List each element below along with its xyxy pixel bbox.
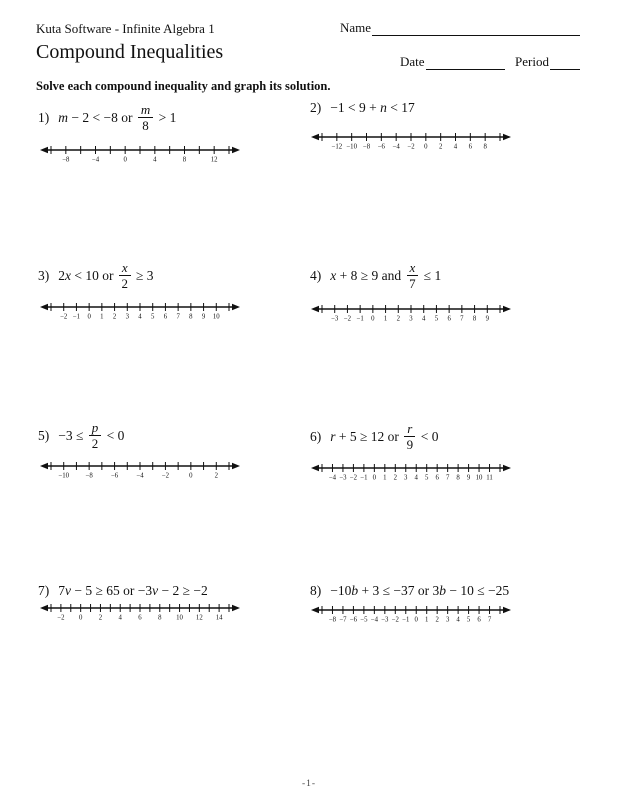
tick-label: 1 xyxy=(383,474,387,480)
fraction xyxy=(89,421,102,450)
variable: v xyxy=(65,583,71,598)
tick-label: 1 xyxy=(383,315,388,321)
fraction-denominator: 9 xyxy=(406,436,414,452)
tick-label: 7 xyxy=(487,616,492,622)
tick-label: −3 xyxy=(339,474,347,480)
equation-row xyxy=(38,261,154,290)
problem-number: 1) xyxy=(38,109,50,125)
tick-label: 10 xyxy=(176,614,183,620)
tick-label: 3 xyxy=(409,315,413,321)
tick-label: 7 xyxy=(176,313,180,319)
tick-label: 8 xyxy=(456,474,460,480)
tick-label: 9 xyxy=(485,315,489,321)
tick-label: −1 xyxy=(360,474,368,480)
equation-text: + 8 ≥ 9 and xyxy=(336,267,405,283)
variable: b xyxy=(351,583,359,598)
tick-label: 0 xyxy=(87,313,91,319)
tick-label: 10 xyxy=(475,474,483,480)
tick-label: 14 xyxy=(215,614,223,620)
equation-text: −1 < 9 + xyxy=(330,100,381,115)
tick-label: −1 xyxy=(72,313,81,319)
fraction-numerator: p xyxy=(89,421,102,436)
name-label: Name xyxy=(340,20,372,35)
equation-row xyxy=(310,100,415,116)
problem-8 xyxy=(310,583,510,622)
equation-text: − 5 ≥ 65 or −3 xyxy=(71,583,153,598)
problem-number: 8) xyxy=(310,583,322,598)
equation xyxy=(58,261,153,290)
tick-label: 2 xyxy=(112,313,117,319)
problem-5 xyxy=(38,420,218,478)
problem-2 xyxy=(310,100,487,149)
tick-label: 8 xyxy=(182,156,187,162)
tick-label: 4 xyxy=(138,313,142,319)
equation-row xyxy=(310,261,441,290)
fraction-numerator: x xyxy=(407,261,419,276)
tick-label: 12 xyxy=(210,156,218,162)
tick-label: −3 xyxy=(331,315,339,321)
tick-label: 5 xyxy=(466,616,471,622)
tick-label: 6 xyxy=(163,313,168,319)
tick-label: 1 xyxy=(100,313,104,319)
equation-row xyxy=(310,422,438,451)
problem-number: 6) xyxy=(310,428,322,444)
tick-label: −4 xyxy=(370,616,378,622)
tick-label: 2 xyxy=(438,143,443,149)
tick-label: 3 xyxy=(404,474,408,480)
equation-row xyxy=(38,103,176,132)
tick-label: 6 xyxy=(447,315,451,321)
tick-label: 8 xyxy=(158,614,162,620)
equation-text: − 2 ≥ −2 xyxy=(158,583,208,598)
tick-label: −6 xyxy=(110,472,119,478)
fraction xyxy=(119,261,131,290)
equation-text: < 0 xyxy=(417,428,439,444)
tick-label: 2 xyxy=(393,474,397,480)
name-field xyxy=(340,20,580,36)
tick-label: −5 xyxy=(360,616,368,622)
tick-label: 4 xyxy=(414,474,418,480)
date-label: Date xyxy=(400,54,425,69)
tick-label: 5 xyxy=(425,474,429,480)
tick-label: 3 xyxy=(445,616,450,622)
tick-label: −8 xyxy=(62,156,70,162)
tick-label: −8 xyxy=(85,472,93,478)
page-title: Compound Inequalities xyxy=(36,41,224,63)
tick-label: −10 xyxy=(346,143,357,149)
tick-label: 5 xyxy=(434,315,439,321)
fraction xyxy=(404,422,415,451)
equation-text: − 10 ≤ −25 xyxy=(446,583,510,598)
tick-label: −8 xyxy=(328,616,337,622)
equation-text: + 5 ≥ 12 or xyxy=(335,428,403,444)
tick-label: −2 xyxy=(60,313,68,319)
tick-label: −10 xyxy=(58,472,70,478)
tick-label: 2 xyxy=(396,315,400,321)
number-line xyxy=(40,136,240,162)
problem-number: 7) xyxy=(38,583,50,598)
tick-label: 12 xyxy=(195,614,203,620)
tick-label: −2 xyxy=(407,143,415,149)
variable: m xyxy=(58,109,68,125)
variable: n xyxy=(380,100,387,115)
number-line xyxy=(311,596,511,622)
tick-label: 2 xyxy=(98,614,103,620)
equation-text: + 3 ≤ −37 or 3 xyxy=(358,583,440,598)
fraction xyxy=(138,103,153,132)
tick-label: 0 xyxy=(372,474,377,480)
fraction-numerator: m xyxy=(138,103,153,118)
tick-label: 0 xyxy=(189,472,193,478)
equation xyxy=(330,261,441,290)
tick-label: 2 xyxy=(435,616,439,622)
tick-label: −4 xyxy=(392,143,400,149)
fraction xyxy=(407,261,419,290)
fraction-numerator: x xyxy=(119,261,131,276)
tick-label: −1 xyxy=(356,315,364,321)
tick-label: 8 xyxy=(483,143,487,149)
tick-label: 3 xyxy=(125,313,129,319)
tick-label: 8 xyxy=(189,313,193,319)
equation-text: < 10 or xyxy=(71,267,117,283)
equation xyxy=(58,103,176,132)
tick-label: −4 xyxy=(136,472,144,478)
equation-text: > 1 xyxy=(155,109,177,125)
equation-text: 2 xyxy=(58,267,65,283)
fraction-denominator: 8 xyxy=(142,117,149,133)
equation-text: ≥ 3 xyxy=(132,267,154,283)
tick-label: 6 xyxy=(435,474,439,480)
name-blank-line xyxy=(372,20,580,36)
tick-label: 0 xyxy=(123,156,127,162)
tick-label: 0 xyxy=(78,614,83,620)
problem-number: 5) xyxy=(38,427,50,443)
tick-label: 6 xyxy=(477,616,481,622)
tick-label: −3 xyxy=(381,616,389,622)
tick-label: −2 xyxy=(349,474,358,480)
variable: r xyxy=(330,428,336,444)
number-line xyxy=(311,123,511,149)
equation-text: < 0 xyxy=(103,427,125,443)
problem-1 xyxy=(38,102,218,162)
tick-label: 4 xyxy=(422,315,426,321)
software-credit: Kuta Software - Infinite Algebra 1 xyxy=(36,21,215,36)
date-blank-line xyxy=(426,54,506,70)
tick-label: 4 xyxy=(453,143,458,149)
fraction-numerator: r xyxy=(404,422,415,437)
equation-row xyxy=(38,421,124,450)
variable: v xyxy=(152,583,159,598)
tick-label: −6 xyxy=(377,143,385,149)
tick-label: 2 xyxy=(214,472,218,478)
tick-label: −7 xyxy=(339,616,347,622)
fraction-denominator: 2 xyxy=(121,275,128,291)
problem-4 xyxy=(310,260,489,321)
problem-3 xyxy=(38,260,220,319)
number-line xyxy=(311,454,511,480)
tick-label: 9 xyxy=(466,474,471,480)
number-line xyxy=(311,295,511,321)
tick-label: 4 xyxy=(118,614,122,620)
fraction-denominator: 2 xyxy=(91,435,99,451)
fraction-denominator: 7 xyxy=(409,275,416,291)
equation-text: −3 ≤ xyxy=(58,427,87,443)
number-line xyxy=(40,293,240,319)
variable: x xyxy=(65,267,71,283)
period-blank-line xyxy=(550,54,580,70)
page-number: -1- xyxy=(301,779,317,789)
tick-label: 8 xyxy=(472,315,477,321)
equation xyxy=(330,422,438,451)
tick-label: 6 xyxy=(138,614,142,620)
date-period-fields xyxy=(400,54,580,70)
tick-label: 10 xyxy=(212,313,220,319)
problem-7 xyxy=(38,583,223,620)
tick-label: 6 xyxy=(468,143,473,149)
number-line xyxy=(40,594,240,620)
variable: b xyxy=(439,583,447,598)
number-line xyxy=(40,452,240,478)
tick-label: −6 xyxy=(349,616,358,622)
equation xyxy=(58,421,124,450)
tick-label: 9 xyxy=(201,313,206,319)
tick-label: −1 xyxy=(402,616,410,622)
equation xyxy=(330,100,414,116)
tick-label: −12 xyxy=(331,143,343,149)
tick-label: 1 xyxy=(425,616,429,622)
problem-number: 4) xyxy=(310,267,322,283)
problem-6 xyxy=(310,421,493,480)
tick-label: 11 xyxy=(486,474,493,480)
equation-text: −10 xyxy=(330,583,352,598)
tick-label: 7 xyxy=(445,474,450,480)
problem-number: 2) xyxy=(310,100,322,115)
period-label: Period xyxy=(515,54,549,69)
variable: x xyxy=(330,267,337,283)
tick-label: 7 xyxy=(460,315,464,321)
equation-text: − 2 < −8 or xyxy=(68,109,136,125)
tick-label: −4 xyxy=(91,156,100,162)
tick-label: 0 xyxy=(414,616,418,622)
instructions: Solve each compound inequality and graph its solution. xyxy=(36,79,331,93)
tick-label: −4 xyxy=(328,474,337,480)
problem-number: 3) xyxy=(38,267,50,283)
tick-label: −8 xyxy=(362,143,371,149)
tick-label: −2 xyxy=(343,315,352,321)
tick-label: 0 xyxy=(424,143,428,149)
tick-label: −2 xyxy=(161,472,170,478)
equation-text: 7 xyxy=(58,583,65,598)
equation-text: < 17 xyxy=(386,100,415,115)
tick-label: 4 xyxy=(153,156,157,162)
equation-text: ≤ 1 xyxy=(420,267,442,283)
tick-label: 4 xyxy=(456,616,460,622)
tick-label: 0 xyxy=(371,315,375,321)
tick-label: −2 xyxy=(391,616,399,622)
tick-label: 5 xyxy=(151,313,155,319)
tick-label: −2 xyxy=(57,614,65,620)
